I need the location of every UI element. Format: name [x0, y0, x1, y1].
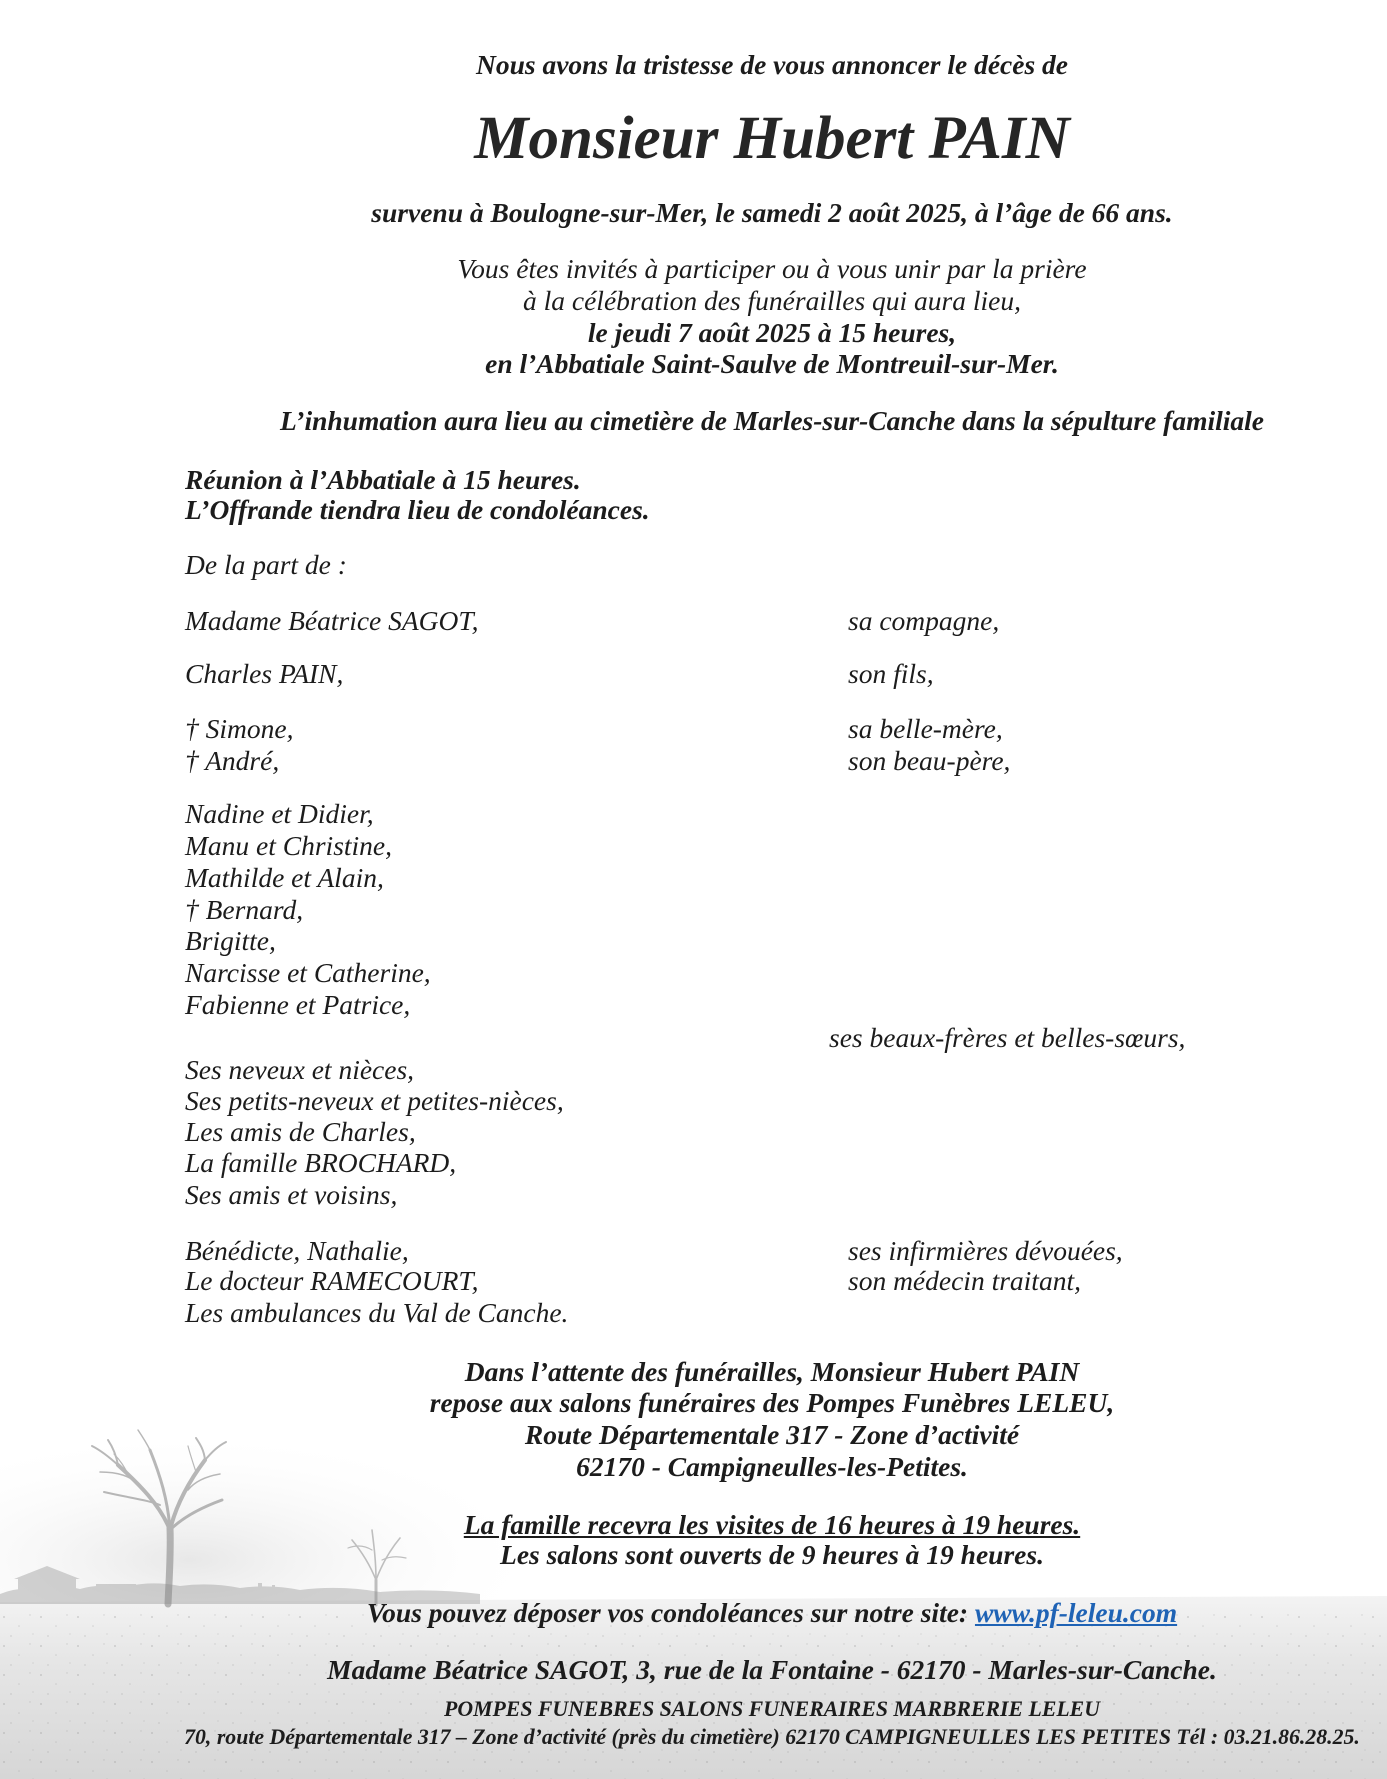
salon-opening-hours: Les salons sont ouverts de 9 heures à 19 heures. [500, 1539, 1044, 1570]
family-name-line: Fabienne et Patrice, [185, 989, 411, 1020]
family-name-line: Charles PAIN, [185, 658, 344, 689]
visitation-line: Dans l’attente des funérailles, Monsieur Hubert PAIN [464, 1356, 1080, 1387]
family-name-line: La famille BROCHARD, [185, 1147, 457, 1178]
relation-label: sa belle-mère, [848, 713, 1003, 744]
family-name-line: † Bernard, [185, 894, 304, 925]
family-name-line: Mathilde et Alain, [185, 862, 384, 893]
family-visiting-hours: La famille recevra les visites de 16 heures à 19 heures. [463, 1509, 1081, 1540]
family-name-line: † André, [185, 745, 280, 776]
visitation-line: 62170 - Campigneulles-les-Petites. [576, 1451, 968, 1482]
family-name-line: Bénédicte, Nathalie, [185, 1235, 409, 1266]
family-name-line: Les amis de Charles, [185, 1116, 416, 1147]
family-name-line: Madame Béatrice SAGOT, [185, 605, 479, 636]
relation-label: sa compagne, [848, 605, 1000, 636]
footer-address: 70, route Départementale 317 – Zone d’activité (près du cimetière) 62170 CAMPIGNEULLES LES PETITES Tél : 03.21.86.28.25. [184, 1725, 1360, 1749]
relation-label: son fils, [848, 658, 934, 689]
offering-line: L’Offrande tiendra lieu de condoléances. [185, 494, 650, 525]
funeral-place: en l’Abbatiale Saint-Saulve de Montreuil-sur-Mer. [485, 348, 1059, 379]
condolences-text: Vous pouvez déposer vos condoléances sur notre site: [366, 1597, 969, 1628]
death-notice: survenu à Boulogne-sur-Mer, le samedi 2 août 2025, à l’âge de 66 ans. [371, 197, 1173, 228]
visitation-line: Route Départementale 317 - Zone d’activité [524, 1419, 1020, 1450]
invitation-line-1: Vous êtes invités à participer ou à vous unir par la prière [457, 253, 1087, 284]
relation-label: son médecin traitant, [848, 1265, 1081, 1296]
visitation-line: repose aux salons funéraires des Pompes Funèbres LELEU, [429, 1387, 1115, 1418]
family-name-line: Ses neveux et nièces, [185, 1054, 415, 1085]
family-name-line: Narcisse et Catherine, [185, 957, 431, 988]
contact-address: Madame Béatrice SAGOT, 3, rue de la Fontaine - 62170 - Marles-sur-Canche. [327, 1654, 1217, 1685]
relation-label: ses beaux-frères et belles-sœurs, [829, 1022, 1186, 1053]
from-label: De la part de : [185, 549, 347, 580]
family-name-line: Brigitte, [185, 925, 276, 956]
invitation-line-2: à la célébration des funérailles qui aura lieu, [523, 285, 1021, 316]
meeting-line: Réunion à l’Abbatiale à 15 heures. [185, 464, 581, 495]
family-name-line: † Simone, [185, 713, 294, 744]
relation-label: ses infirmières dévouées, [848, 1235, 1123, 1266]
website-link[interactable]: www.pf-leleu.com [974, 1597, 1178, 1628]
family-name-line: Les ambulances du Val de Canche. [185, 1297, 569, 1328]
funeral-date: le jeudi 7 août 2025 à 15 heures, [587, 317, 957, 348]
condolences-line [172, 1597, 1372, 1629]
intro-line: Nous avons la tristesse de vous annoncer le décès de [476, 49, 1068, 80]
relation-label: son beau-père, [848, 745, 1011, 776]
burial-line: L’inhumation aura lieu au cimetière de Marles-sur-Canche dans la sépulture familiale [280, 405, 1264, 436]
family-name-line: Manu et Christine, [185, 830, 393, 861]
deceased-name: Monsieur Hubert PAIN [474, 105, 1070, 172]
family-name-line: Le docteur RAMECOURT, [185, 1265, 479, 1296]
footer-company: POMPES FUNEBRES SALONS FUNERAIRES MARBRERIE LELEU [444, 1697, 1100, 1721]
family-name-line: Nadine et Didier, [185, 798, 374, 829]
family-name-line: Ses amis et voisins, [185, 1179, 398, 1210]
family-name-line: Ses petits-neveux et petites-nièces, [185, 1085, 564, 1116]
